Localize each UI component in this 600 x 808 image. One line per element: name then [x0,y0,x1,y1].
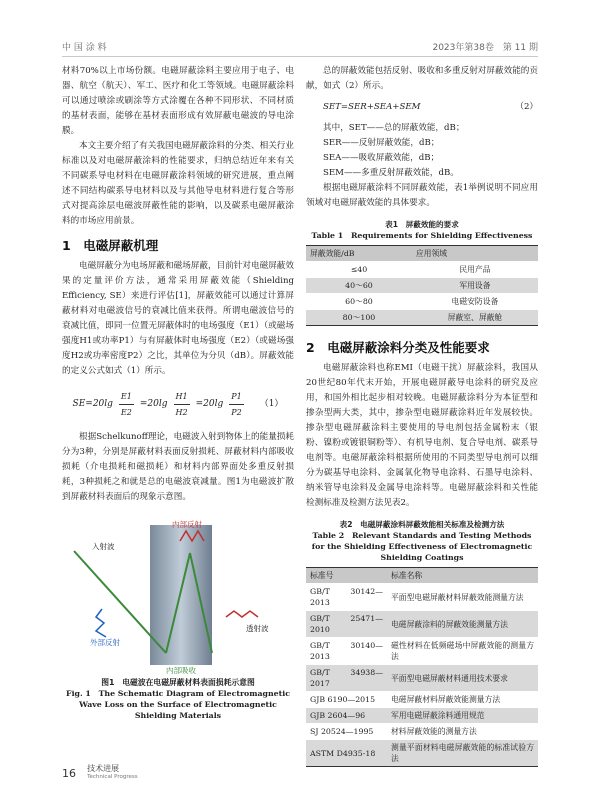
equation-number: （1） [259,399,284,409]
formula-part: =20lg [195,399,224,409]
table-cell: 40～60 [306,278,412,294]
paragraph: 根据电磁屏蔽涂料不同屏蔽效能，表1举例说明不同应用领域对电磁屏蔽效能的具体要求。 [306,183,538,208]
right-column [306,64,538,767]
header-divider [62,56,538,57]
figure-caption-en: Fig. 1 The Schematic Diagram of Electromagnetic Wave Loss on the Surface of Electromagnetic Shielding Materials [66,689,290,720]
journal-name: 中 国 涂 料 [62,43,107,53]
definition: SEM——多重反射屏蔽效能，dB。 [323,168,459,178]
column-header: 屏蔽效能/dB [306,246,412,262]
table-cell: 军用电磁屏蔽涂料通用规范 [387,708,538,724]
table-cell: 平面型电磁屏蔽材料屏蔽效能测量方法 [387,584,538,611]
label-internal-reflection: 内部反射 [172,520,202,529]
table-cell: 电磁屏蔽涂料的屏蔽效能测量方法 [387,611,538,638]
table-2 [306,567,538,767]
fraction-numerator: H1 [174,389,190,405]
equation-body: SET=SER+SEA+SEM [323,102,421,112]
issue-info: 2023年第38卷 第 11 期 [432,43,538,53]
fraction-numerator: P1 [229,389,243,405]
paragraph: 根据Schelkunoff理论，电磁波入射到物体上的能量损耗分为3种，分别是屏蔽材料表面反射损耗、屏蔽材料内部吸收损耗（介电损耗和磁损耗）和材料内部界面处多重反射损耗，3种损耗之和就是总的电磁波衰减量。图1为电磁波扩散到屏蔽材料表面后的现象示意图。 [62,432,294,502]
label-external-reflection: 外部反射 [90,638,120,647]
table-row [306,294,538,310]
external-reflection-wave [96,609,106,637]
table-cell: GB/T 30140—2013 [306,638,387,665]
left-column [62,64,294,721]
table2-caption-en: Table 2 Relevant Standards and Testing Methods for the Shielding Effectiveness of Electromagnetic Shielding Coatings [311,531,533,562]
label-internal-absorption: 内部吸收 [166,666,196,675]
table-cell: 电磁屏蔽材料屏蔽效能测量方法 [387,692,538,708]
table-cell: 屏蔽室、屏蔽舱 [412,310,538,326]
table-row [306,611,538,638]
section-heading: 2 电磁屏蔽涂料分类及性能要求 [306,340,490,355]
fraction-p [229,389,243,420]
page-footer [62,762,138,782]
table-row [306,665,538,692]
table-cell: 平面型电磁屏蔽材料通用技术要求 [387,665,538,692]
paragraph: 材料70%以上市场份额。电磁屏蔽涂料主要应用于电子、电器、航空（航天）、军工、医疗和化工等领域。电磁屏蔽涂料可以通过喷涂或刷涂等方式涂覆在各种不同形状、不同材质的基材表面，能够在基材表面形成有效屏蔽电磁波的导电涂膜。 [62,66,294,136]
table-1 [306,245,538,326]
table-cell: ASTM D4935-18 [306,740,387,767]
table-cell: 民用产品 [412,262,538,278]
table-cell: 电磁安防设备 [412,294,538,310]
table-cell: SJ 20524—1995 [306,724,387,740]
paragraph: 电磁屏蔽涂料也称EMI（电磁干扰）屏蔽涂料，我国从20世纪80年代末开始，开展电磁屏蔽导电涂料的研究及应用，和国外相比起步相对较晚。电磁屏蔽涂料分为本征型和掺杂型两大类，其中，掺杂型电磁屏蔽涂料近年发展较快。掺杂型电磁屏蔽涂料主要使用的导电剂包括金属粉末（银粉、镍粉或镀银铜粉等）、有机导电剂、复合导电剂、碳系导电剂等。电磁屏蔽涂料根据所使用的不同类型导电剂可以细分为碳基导电涂料、金属氧化物导电涂料、石墨导电涂料、纳米管导电涂料及金属导电涂料等。电磁屏蔽涂料和关性能检测标准及检测方法见表2。 [306,363,538,508]
paragraph: 电磁屏蔽分为电场屏蔽和磁场屏蔽，目前针对电磁屏蔽效果的定量评价方法，通常采用屏蔽效能（Shielding Efficiency, SE）来进行评估[1]，屏蔽效能可以通过计算屏蔽材料对电磁波信号的衰减比值来获得。所谓电磁波信号的衰减比值，即同一位置无屏蔽体时的电场强度（E1）（或磁场强度H1或功率P1）与有屏蔽体时电场强度（E2）（或磁场强度H2或功率密度P2）之比，其单位为分贝（dB）。屏蔽效能的定义公式如式（1）所示。 [62,261,294,376]
fraction-denominator: H2 [175,408,188,417]
fraction-h [174,389,190,420]
table-row [306,708,538,724]
table-cell: GJB 6190—2015 [306,692,387,708]
label-incident: 入射波 [92,542,115,551]
table1-caption-en: Table 1 Requirements for Shielding Effectiveness [311,231,533,240]
table-cell: GJB 2604—96 [306,708,387,724]
paragraph: 本文主要介绍了有关我国电磁屏蔽涂料的分类、相关行业标准以及对电磁屏蔽涂料的性能要求，归纳总结近年来有关不同碳系导电材料在电磁屏蔽涂料领域的研究进展，重点阐述不同结构碳系导电材料以及与其他导电材料进行复合等形式对提高涂层电磁波屏蔽性能的影响，以及碳系电磁屏蔽涂料的市场应用前景。 [62,141,294,226]
fraction-denominator: E2 [120,408,132,417]
column-header: 标准号 [306,568,387,584]
transmitted-wave [226,611,258,617]
shielding-slab [150,525,212,665]
table-cell: 60～80 [306,294,412,310]
table2-caption-cn: 表2 电磁屏蔽涂料屏蔽效能相关标准及检测方法 [339,520,505,529]
table-cell: ≤40 [306,262,412,278]
table-cell: 军用设备 [412,278,538,294]
label-transmitted: 透射波 [246,624,269,633]
table-cell: 80～100 [306,310,412,326]
table-cell: GB/T 25471—2010 [306,611,387,638]
fraction-e [119,389,134,420]
table-cell: GB/T 30142—2013 [306,584,387,611]
table-row [306,584,538,611]
table1-caption-cn: 表1 屏蔽效能的要求 [385,220,459,229]
figure-1 [62,513,294,677]
column-header: 应用领域 [412,246,538,262]
table-row [306,724,538,740]
paragraph: 总的屏蔽效能包括反射、吸收和多重反射对屏蔽效能的贡献，如式（2）所示。 [306,66,538,91]
table-header-row [306,568,538,584]
equation-2 [306,100,538,115]
table-row [306,262,538,278]
table-cell: GB/T 34938—2017 [306,665,387,692]
fraction-numerator: E1 [119,389,134,405]
wave-loss-diagram [62,513,294,677]
page-number: 16 [62,767,76,780]
definition: 其中，SET——总的屏蔽效能，dB； [323,123,465,133]
equation-1 [62,389,294,420]
figure-caption-cn: 图1 电磁波在电磁屏蔽材料表面损耗示意图 [101,678,255,687]
table-cell: 测量平面材料电磁屏蔽效能的标准试验方法 [387,740,538,767]
table-header-row [306,246,538,262]
table-cell: 磁性材料在低频磁场中屏蔽效能的测量方法 [387,638,538,665]
table-cell: 材料屏蔽效能的测量方法 [387,724,538,740]
section-heading: 1 电磁屏蔽机理 [62,238,159,253]
equation-number: （2） [515,102,538,112]
column-header: 标准名称 [387,568,538,584]
section-label-en: Technical Progress [87,773,138,780]
table-row [306,740,538,767]
definition: SER——反射屏蔽效能，dB； [323,138,440,148]
fraction-denominator: P2 [231,408,242,417]
table-row [306,638,538,665]
formula-lhs: SE=20lg [72,399,113,409]
table-row [306,310,538,326]
table-row [306,278,538,294]
formula-part: =20lg [139,399,168,409]
section-label: 技术进展 [87,763,120,773]
definition: SEA——吸收屏蔽效能，dB； [323,153,440,163]
table-row [306,692,538,708]
